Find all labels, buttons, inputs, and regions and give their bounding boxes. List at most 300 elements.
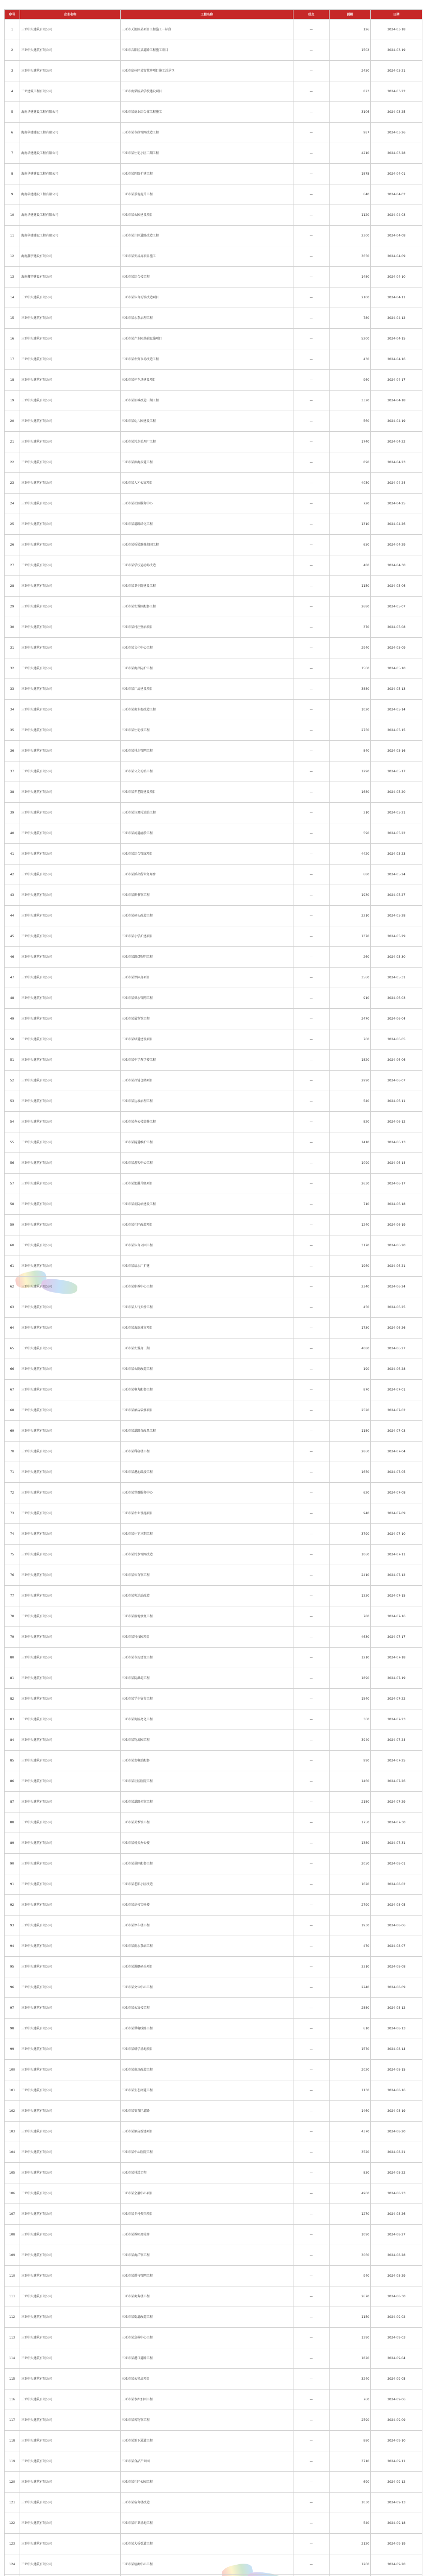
table-row (5, 2307, 422, 2328)
deal-cell: — (293, 1215, 330, 1235)
date-cell: 2024-07-01 (371, 1380, 422, 1400)
row-number: 83 (5, 1709, 20, 1730)
deal-cell: — (293, 1792, 330, 1812)
deal-cell: — (293, 1235, 330, 1256)
table-row (5, 1421, 422, 1442)
table-row (5, 2451, 422, 2472)
project-cell: 三亚市某湿地修复工程 (121, 1606, 293, 1627)
row-number: 9 (5, 184, 20, 205)
project-cell: 三亚市某公交场站工程 (121, 761, 293, 782)
deal-cell: — (293, 617, 330, 638)
company-cell: 三亚中人建筑有限公司 (20, 391, 121, 411)
table-row (5, 432, 422, 452)
table-row (5, 1256, 422, 1277)
area-cell: 2630 (330, 1174, 371, 1194)
row-number: 99 (5, 2039, 20, 2060)
deal-cell: — (293, 1854, 330, 1874)
table-row (5, 1977, 422, 1998)
project-cell: 三亚市某公租房项目 (121, 2369, 293, 2389)
area-cell: 2450 (330, 61, 371, 81)
row-number: 3 (5, 61, 20, 81)
company-cell: 海南华建建设工程有限公司 (20, 184, 121, 205)
header-deal: 成交 (293, 10, 330, 20)
row-number: 101 (5, 2080, 20, 2101)
row-number: 115 (5, 2369, 20, 2389)
table-row (5, 1957, 422, 1977)
area-cell: 2670 (330, 2286, 371, 2307)
project-cell: 三亚市某机关办公楼 (121, 1833, 293, 1854)
row-number: 15 (5, 308, 20, 329)
area-cell: 1620 (330, 1874, 371, 1895)
company-cell: 三亚中人建筑有限公司 (20, 617, 121, 638)
date-cell: 2024-05-16 (371, 741, 422, 761)
date-cell: 2024-05-23 (371, 844, 422, 865)
area-cell: 910 (330, 988, 371, 1009)
table-row (5, 844, 422, 865)
project-cell: 三亚市某医院扩建工程 (121, 164, 293, 184)
table-row (5, 1091, 422, 1112)
deal-cell: — (293, 1421, 330, 1442)
deal-cell: — (293, 1565, 330, 1586)
company-cell: 三亚中人建筑有限公司 (20, 1194, 121, 1215)
company-cell: 三亚中人建筑有限公司 (20, 2039, 121, 2060)
date-cell: 2024-06-17 (371, 1174, 422, 1194)
deal-cell: — (293, 2183, 330, 2204)
table-row (5, 741, 422, 761)
date-cell: 2024-09-20 (371, 2554, 422, 2575)
company-cell: 三亚中人建筑有限公司 (20, 1586, 121, 1606)
company-cell: 三亚中人建筑有限公司 (20, 1606, 121, 1627)
company-cell: 三亚中人建筑有限公司 (20, 1380, 121, 1400)
project-cell: 三亚市某旧城改造一期工程 (121, 391, 293, 411)
table-row (5, 123, 422, 143)
date-cell: 2024-08-28 (371, 2245, 422, 2266)
project-cell: 三亚市某酒店新建项目 (121, 2122, 293, 2142)
date-cell: 2024-09-06 (371, 2389, 422, 2410)
area-cell: 590 (330, 823, 371, 844)
company-cell: 三亚中人建筑有限公司 (20, 1709, 121, 1730)
project-cell: 三亚市某物流园工程 (121, 1730, 293, 1751)
deal-cell: — (293, 40, 330, 61)
table-row (5, 391, 422, 411)
area-cell: 2050 (330, 1854, 371, 1874)
company-cell: 三亚中人建筑有限公司 (20, 1771, 121, 1792)
row-number: 60 (5, 1235, 20, 1256)
row-number: 17 (5, 349, 20, 370)
date-cell: 2024-05-06 (371, 576, 422, 597)
row-number: 87 (5, 1792, 20, 1812)
row-number: 4 (5, 81, 20, 102)
project-cell: 三亚市某体育公园工程 (121, 1235, 293, 1256)
deal-cell: — (293, 1503, 330, 1524)
date-cell: 2024-04-12 (371, 308, 422, 329)
company-cell: 三亚中人建筑有限公司 (20, 1998, 121, 2019)
project-cell: 三亚市某渔港升级项目 (121, 1174, 293, 1194)
date-cell: 2024-08-13 (371, 2019, 422, 2039)
table-row (5, 555, 422, 576)
deal-cell: — (293, 391, 330, 411)
project-cell: 三亚市天涯区某项目工程施工一标段 (121, 20, 293, 40)
deal-cell: — (293, 2245, 330, 2266)
table-row (5, 2060, 422, 2080)
table-row (5, 658, 422, 679)
company-cell: 三亚中人建筑有限公司 (20, 1483, 121, 1503)
project-cell: 三亚市某养老院建设项目 (121, 782, 293, 803)
deal-cell: — (293, 968, 330, 988)
area-cell: 360 (330, 1709, 371, 1730)
date-cell: 2024-08-27 (371, 2225, 422, 2245)
company-cell: 三亚中人建筑有限公司 (20, 2554, 121, 2575)
company-cell: 三亚中人建筑有限公司 (20, 2183, 121, 2204)
area-cell: 640 (330, 184, 371, 205)
date-cell: 2024-06-20 (371, 1235, 422, 1256)
date-cell: 2024-05-17 (371, 761, 422, 782)
date-cell: 2024-04-19 (371, 411, 422, 432)
company-cell: 三亚中人建筑有限公司 (20, 555, 121, 576)
area-cell: 3240 (330, 2369, 371, 2389)
company-cell: 三亚中人建筑有限公司 (20, 1462, 121, 1483)
project-cell: 三亚市某绿道建设项目 (121, 1029, 293, 1050)
date-cell: 2024-04-30 (371, 555, 422, 576)
row-number: 43 (5, 885, 20, 906)
area-cell: 2300 (330, 226, 371, 246)
table-row (5, 1833, 422, 1854)
company-cell: 三亚中人建筑有限公司 (20, 2142, 121, 2163)
project-cell: 三亚市某文化中心工程 (121, 638, 293, 658)
area-cell: 2990 (330, 1071, 371, 1091)
company-cell: 三亚中人建筑有限公司 (20, 761, 121, 782)
company-cell: 三亚中人建筑有限公司 (20, 1957, 121, 1977)
area-cell: 2750 (330, 720, 371, 741)
row-number: 42 (5, 865, 20, 885)
project-cell: 三亚市某乡村振兴项目 (121, 2204, 293, 2225)
row-number: 45 (5, 926, 20, 947)
table-row (5, 1545, 422, 1565)
company-cell: 三亚中人建筑有限公司 (20, 1071, 121, 1091)
area-cell: 620 (330, 1483, 371, 1503)
deal-cell: — (293, 1709, 330, 1730)
company-cell: 海南华建建设工程有限公司 (20, 123, 121, 143)
project-cell: 三亚市某农贸市场改造工程 (121, 349, 293, 370)
project-cell: 三亚市某地下通道工程 (121, 2431, 293, 2451)
table-row (5, 1400, 422, 1421)
company-cell: 三亚中人建筑有限公司 (20, 1442, 121, 1462)
project-cell: 三亚市某中心医院工程 (121, 2142, 293, 2163)
deal-cell: — (293, 1771, 330, 1792)
deal-cell: — (293, 1936, 330, 1957)
deal-cell: — (293, 761, 330, 782)
company-cell: 三亚中人建筑有限公司 (20, 1524, 121, 1545)
row-number: 81 (5, 1668, 20, 1689)
deal-cell: — (293, 2163, 330, 2183)
area-cell: 3320 (330, 391, 371, 411)
table-row (5, 1194, 422, 1215)
area-cell: 2590 (330, 2410, 371, 2431)
area-cell: 3310 (330, 1957, 371, 1977)
deal-cell: — (293, 2431, 330, 2451)
date-cell: 2024-07-30 (371, 1812, 422, 1833)
row-number: 1 (5, 20, 20, 40)
date-cell: 2024-07-31 (371, 1833, 422, 1854)
area-cell: 780 (330, 1606, 371, 1627)
area-cell: 1260 (330, 2554, 371, 2575)
row-number: 18 (5, 370, 20, 391)
company-cell: 海南华建建设工程有限公司 (20, 164, 121, 184)
company-cell: 三亚中人建筑有限公司 (20, 1916, 121, 1936)
row-number: 97 (5, 1998, 20, 2019)
row-number: 82 (5, 1689, 20, 1709)
row-number: 111 (5, 2286, 20, 2307)
company-cell: 三亚中人建筑有限公司 (20, 452, 121, 473)
date-cell: 2024-08-23 (371, 2183, 422, 2204)
area-cell: 3060 (330, 2245, 371, 2266)
project-cell: 三亚市某景区配套工程 (121, 1854, 293, 1874)
project-cell: 三亚市某商业街改造工程 (121, 700, 293, 720)
date-cell: 2024-04-03 (371, 205, 422, 226)
table-row (5, 926, 422, 947)
table-row (5, 308, 422, 329)
table-row (5, 1874, 422, 1895)
table-row (5, 40, 422, 61)
project-cell: 三亚市某道路绿化工程 (121, 514, 293, 535)
area-cell: 940 (330, 1503, 371, 1524)
row-number: 59 (5, 1215, 20, 1235)
deal-cell: — (293, 473, 330, 494)
deal-cell: — (293, 2513, 330, 2534)
company-cell: 海南华建建设工程有限公司 (20, 205, 121, 226)
table-row (5, 2513, 422, 2534)
table-row (5, 184, 422, 205)
company-cell: 三亚中人建筑有限公司 (20, 2101, 121, 2122)
project-cell: 三亚市某图书馆工程 (121, 885, 293, 906)
company-cell: 三亚中人建筑有限公司 (20, 1792, 121, 1812)
table-row (5, 1895, 422, 1916)
company-cell: 三亚中人建筑有限公司 (20, 1338, 121, 1359)
deal-cell: — (293, 720, 330, 741)
table-row (5, 1586, 422, 1606)
area-cell: 1030 (330, 2493, 371, 2513)
date-cell: 2024-06-05 (371, 1029, 422, 1050)
project-table (4, 9, 422, 2576)
project-cell: 三亚市某垃圾转运站工程 (121, 803, 293, 823)
deal-cell: — (293, 1297, 330, 1318)
date-cell: 2024-07-10 (371, 1524, 422, 1545)
table-row (5, 143, 422, 164)
table-row (5, 2225, 422, 2245)
row-number: 96 (5, 1977, 20, 1998)
deal-cell: — (293, 1586, 330, 1606)
deal-cell: — (293, 1153, 330, 1174)
project-cell: 三亚市某厂房建设项目 (121, 679, 293, 700)
date-cell: 2024-04-29 (371, 535, 422, 555)
deal-cell: — (293, 1895, 330, 1916)
table-row (5, 1318, 422, 1338)
date-cell: 2024-05-28 (371, 906, 422, 926)
deal-cell: — (293, 20, 330, 40)
company-cell: 三亚中人建筑有限公司 (20, 61, 121, 81)
project-cell: 三亚市某市政管网改造工程 (121, 123, 293, 143)
project-cell: 三亚市某展览馆工程 (121, 1009, 293, 1029)
company-cell: 三亚中人建筑有限公司 (20, 638, 121, 658)
project-cell: 三亚市某幼儿园建设工程 (121, 411, 293, 432)
date-cell: 2024-06-21 (371, 1256, 422, 1277)
area-cell: 4050 (330, 473, 371, 494)
company-cell: 三亚中人建筑有限公司 (20, 597, 121, 617)
row-number: 58 (5, 1194, 20, 1215)
date-cell: 2024-05-30 (371, 947, 422, 968)
area-cell: 1310 (330, 514, 371, 535)
row-number: 55 (5, 1132, 20, 1153)
deal-cell: — (293, 267, 330, 287)
row-number: 76 (5, 1565, 20, 1586)
area-cell: 830 (330, 2163, 371, 2183)
row-number: 121 (5, 2493, 20, 2513)
company-cell: 三亚中人建筑有限公司 (20, 823, 121, 844)
project-cell: 三亚市某社区公园工程 (121, 2472, 293, 2493)
area-cell: 1875 (330, 164, 371, 184)
deal-cell: — (293, 2554, 330, 2575)
date-cell: 2024-04-26 (371, 514, 422, 535)
company-cell: 三亚建筑工程有限公司 (20, 81, 121, 102)
table-row (5, 2493, 422, 2513)
row-number: 27 (5, 555, 20, 576)
deal-cell: — (293, 2534, 330, 2554)
table-row (5, 2163, 422, 2183)
deal-cell: — (293, 1442, 330, 1462)
deal-cell: — (293, 823, 330, 844)
header-project: 工程名称 (121, 10, 293, 20)
table-row (5, 803, 422, 823)
project-cell: 三亚市某检测中心工程 (121, 2554, 293, 2575)
project-cell: 三亚市某社区服务中心 (121, 494, 293, 514)
company-cell: 三亚中人建筑有限公司 (20, 926, 121, 947)
company-cell: 三亚中人建筑有限公司 (20, 844, 121, 865)
company-cell: 三亚中人建筑有限公司 (20, 1977, 121, 1998)
date-cell: 2024-05-22 (371, 823, 422, 844)
row-number: 110 (5, 2266, 20, 2286)
row-number: 24 (5, 494, 20, 514)
row-number: 25 (5, 514, 20, 535)
area-cell: 1960 (330, 1256, 371, 1277)
deal-cell: — (293, 1957, 330, 1977)
table-body (5, 20, 422, 2576)
row-number: 35 (5, 720, 20, 741)
project-cell: 三亚市某海洋馆工程 (121, 2245, 293, 2266)
deal-cell: — (293, 2493, 330, 2513)
deal-cell: — (293, 2472, 330, 2493)
project-cell: 三亚市某海岸防护工程 (121, 658, 293, 679)
date-cell: 2024-09-10 (371, 2431, 422, 2451)
row-number: 12 (5, 246, 20, 267)
project-cell: 三亚市某片区道路改造工程 (121, 226, 293, 246)
table-row (5, 1936, 422, 1957)
row-number: 19 (5, 391, 20, 411)
project-cell: 三亚市某道路白改黑工程 (121, 1421, 293, 1442)
table-row (5, 1297, 422, 1318)
project-cell: 三亚市某大桥引道工程 (121, 2534, 293, 2554)
row-number: 50 (5, 1029, 20, 1050)
deal-cell: — (293, 1050, 330, 1071)
company-cell: 三亚中人建筑有限公司 (20, 782, 121, 803)
company-cell: 三亚中人建筑有限公司 (20, 1400, 121, 1421)
row-number: 56 (5, 1153, 20, 1174)
date-cell: 2024-06-24 (371, 1277, 422, 1297)
area-cell: 1380 (330, 1833, 371, 1854)
table-header-row (5, 10, 422, 20)
date-cell: 2024-05-20 (371, 782, 422, 803)
project-cell: 三亚市某游客中心工程 (121, 1153, 293, 1174)
table-row (5, 1627, 422, 1648)
row-number: 40 (5, 823, 20, 844)
deal-cell: — (293, 535, 330, 555)
header-area: 面积 (330, 10, 371, 20)
project-cell: 三亚市某排涝工程 (121, 2163, 293, 2183)
project-table-sheet (4, 9, 422, 2576)
date-cell: 2024-05-31 (371, 968, 422, 988)
date-cell: 2024-05-29 (371, 926, 422, 947)
project-cell: 三亚市某会展中心项目 (121, 2183, 293, 2204)
company-cell: 三亚中人建筑有限公司 (20, 1132, 121, 1153)
company-cell: 三亚中人建筑有限公司 (20, 1421, 121, 1442)
company-cell: 三亚中人建筑有限公司 (20, 1277, 121, 1297)
date-cell: 2024-05-27 (371, 885, 422, 906)
project-cell: 三亚市某供水管网工程 (121, 988, 293, 1009)
project-cell: 三亚市某冷链仓储项目 (121, 1071, 293, 1091)
project-cell: 三亚市某防洪堤工程 (121, 1668, 293, 1689)
table-row (5, 2245, 422, 2266)
deal-cell: — (293, 184, 330, 205)
deal-cell: — (293, 1318, 330, 1338)
company-cell: 三亚中人建筑有限公司 (20, 658, 121, 679)
table-row (5, 2348, 422, 2369)
area-cell: 4210 (330, 143, 371, 164)
date-cell: 2024-04-22 (371, 432, 422, 452)
date-cell: 2024-05-21 (371, 803, 422, 823)
area-cell: 1410 (330, 1132, 371, 1153)
deal-cell: — (293, 432, 330, 452)
date-cell: 2024-08-15 (371, 2060, 422, 2080)
table-row (5, 2204, 422, 2225)
company-cell: 三亚中人建筑有限公司 (20, 2019, 121, 2039)
project-cell: 三亚市某科技园项目 (121, 1627, 293, 1648)
area-cell: 820 (330, 1112, 371, 1132)
deal-cell: — (293, 349, 330, 370)
deal-cell: — (293, 329, 330, 349)
date-cell: 2024-07-09 (371, 1503, 422, 1524)
table-row (5, 452, 422, 473)
area-cell: 1370 (330, 926, 371, 947)
deal-cell: — (293, 61, 330, 81)
row-number: 16 (5, 329, 20, 349)
table-row (5, 2328, 422, 2348)
row-number: 28 (5, 576, 20, 597)
project-cell: 三亚市某海绵城市项目 (121, 1318, 293, 1338)
deal-cell: — (293, 1380, 330, 1400)
date-cell: 2024-07-02 (371, 1400, 422, 1421)
date-cell: 2024-07-23 (371, 1709, 422, 1730)
deal-cell: — (293, 597, 330, 617)
table-row (5, 2534, 422, 2554)
date-cell: 2024-09-03 (371, 2328, 422, 2348)
area-cell: 3520 (330, 2142, 371, 2163)
row-number: 120 (5, 2472, 20, 2493)
deal-cell: — (293, 679, 330, 700)
company-cell: 三亚中人建筑有限公司 (20, 2513, 121, 2534)
row-number: 61 (5, 1256, 20, 1277)
project-cell: 三亚市某保障房项目 (121, 968, 293, 988)
deal-cell: — (293, 844, 330, 865)
project-cell: 三亚市某产业园基础设施项目 (121, 329, 293, 349)
